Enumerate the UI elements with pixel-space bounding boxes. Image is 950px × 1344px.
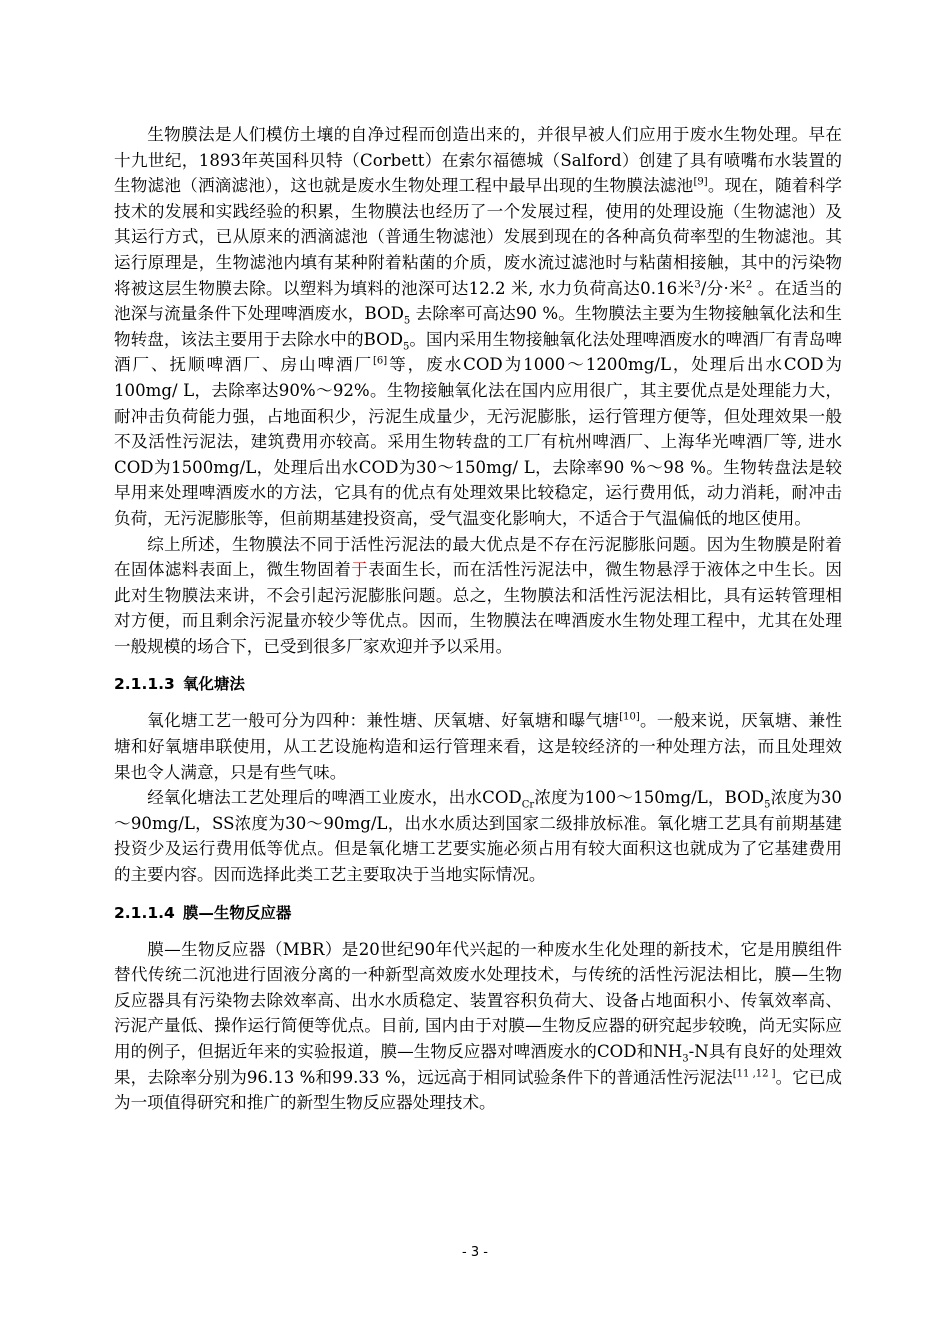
- paragraph-oxidation-pond-types: [114, 708, 842, 785]
- citation-ref: [6]: [373, 355, 388, 367]
- text-run: 等，废水COD为1000～1200mg/L，处理后出水COD为100mg/ L，去除率达90%～92%。生物接触氧化法在国内应用很广，其主要优点是处理能力大，耐冲击负荷能力强，占地面积少，污泥生成量少，无污泥膨胀，运行管理方便等，但处理效果一般不及活性污泥法，建筑费用亦较高。采用生物转盘的工厂有杭州啤酒厂、上海华光啤酒厂等, 进水COD为1500mg/L，处理后出水COD为30～150mg/ L，去除率90 %～98 %。生物转盘法是较早用来处理啤酒废水的方法，它具有的优点有处理效果比较稳定，运行费用低，动力消耗，耐冲击负荷，无污泥膨胀等，但前期基建投资高，受气温变化影响大，不适合于气温偏低的地区使用。: [114, 355, 842, 528]
- text-run: 去除率可高达90 %。生物膜法主要为生物接触氧化法和生物转盘，该法主要用于去除水中的BOD: [114, 304, 842, 349]
- section-number: 2.1.1.4: [114, 903, 175, 922]
- text-run: 表面生长，而在活性污泥法中，微生物悬浮于液体之中生长。因此对生物膜法来讲，不会引起污泥膨胀问题。总之，生物膜法和活性污泥法相比，具有运转管理相对方便，而且剩余污泥量亦较少等优点。因而，生物膜法在啤酒废水生物处理工程中，尤其在处理一般规模的场合下，已受到很多厂家欢迎并予以采用。: [114, 560, 843, 656]
- text-run: 综上所述，生物膜法不同于活性污泥法的最大优点是不存在污泥膨胀问题。因为生物膜是附着在固体滤料表面上，微生物固着: [114, 534, 842, 580]
- text-run: 生物膜法是人们模仿土壤的自净过程而创造出来的，并很早被人们应用于废水生物处理。早在十九世纪，1893年英国科贝特（Corbett）在索尔福德城（Salford）创建了具有喷嘴布水装置的生物滤池（洒滴滤池），这也就是废水生物处理工程中最早出现的生物膜法滤池: [114, 125, 842, 196]
- highlighted-text: 于: [351, 560, 369, 580]
- section-heading-oxidation-pond: [114, 672, 842, 696]
- text-run: 。一般来说，厌氧塘、兼性塘和好氧塘串联使用，从工艺设施构造和运行管理来看，这是较经济的一种处理方法，而且处理效果也令人满意，只是有些气味。: [114, 711, 843, 782]
- text-run: 膜—生物反应器（MBR）是20世纪90年代兴起的一种废水生化处理的新技术，它是用膜组件替代传统二沉池进行固液分离的一种新型高效废水处理技术，与传统的活性污泥法相比，膜—生物反应器具有污染物去除效率高、出水水质稳定、装置容积负荷大、设备占地面积小、传氧效率高、污泥产量低、操作运行简便等优点。目前, 国内由于对膜—生物反应器的研究起步较晚，尚无实际应用的例子，但据近年来的实验报道，膜—生物反应器对啤酒废水的COD和NH: [114, 939, 842, 1061]
- subscript: 5: [403, 341, 410, 353]
- paragraph-biofilm-summary: [114, 532, 842, 660]
- section-title: 氧化塘法: [182, 675, 245, 694]
- subscript: Cr: [521, 799, 535, 811]
- page-number: - 3 -: [462, 1245, 488, 1260]
- paragraph-biofilm-intro: [114, 122, 842, 532]
- superscript: 2: [745, 279, 753, 291]
- text-run: 氧化塘工艺一般可分为四种：兼性塘、厌氧塘、好氧塘和曝气塘: [147, 711, 620, 731]
- text-run: 经氧化塘法工艺处理后的啤酒工业废水，出水COD: [147, 788, 522, 808]
- subscript: 3: [682, 1053, 689, 1065]
- section-heading-mbr: [114, 901, 842, 925]
- text-run: /分·米: [700, 278, 746, 298]
- section-title: 膜—生物反应器: [182, 903, 292, 922]
- section-number: 2.1.1.3: [114, 675, 175, 694]
- subscript: 5: [764, 799, 771, 811]
- paragraph-oxidation-pond-results: [114, 785, 842, 887]
- citation-ref: [11 ,12 ]: [732, 1068, 776, 1080]
- text-run: -N具有良好的处理效果，去除率分别为96.13 %和99.33 %，远远高于相同试验条件下的普通活性污泥法: [114, 1042, 842, 1087]
- citation-ref: [9]: [693, 176, 708, 188]
- text-run: 。国内采用生物接触氧化法处理啤酒废水的啤酒厂有青岛啤酒厂、抚顺啤酒厂、房山啤酒厂: [114, 329, 842, 375]
- superscript: 3: [694, 279, 701, 291]
- text-run: 。在适当的池深与流量条件下处理啤酒废水，BOD: [114, 278, 843, 324]
- text-run: 。现在，随着科学技术的发展和实践经验的积累，生物膜法也经历了一个发展过程，使用的处理设施（生物滤池）及其运行方式，已从原来的洒滴滤池（普通生物滤池）发展到现在的各种高负荷率型的生物滤池。其运行原理是，生物滤池内填有某种附着粘菌的介质，废水流过滤池时与粘菌相接触，其中的污染物将被这层生物膜去除。以塑料为填料的池深可达12.2 米, 水力负荷高达0.16米: [114, 176, 843, 298]
- text-run: 浓度为100～150mg/L，BOD: [534, 788, 765, 808]
- subscript: 5: [403, 315, 411, 327]
- text-run: 浓度为30～90mg/L，SS浓度为30～90mg/L，出水水质达到国家二级排放标准。氧化塘工艺具有前期基建投资少及运行费用低等优点。但是氧化塘工艺要实施必须占用有较大面积这也就成为了它基建费用的主要内容。因而选择此类工艺主要取决于当地实际情况。: [114, 788, 842, 885]
- citation-ref: [10]: [619, 711, 640, 723]
- paragraph-mbr: [114, 937, 842, 1116]
- text-run: 。它已成为一项值得研究和推广的新型生物反应器处理技术。: [114, 1067, 843, 1113]
